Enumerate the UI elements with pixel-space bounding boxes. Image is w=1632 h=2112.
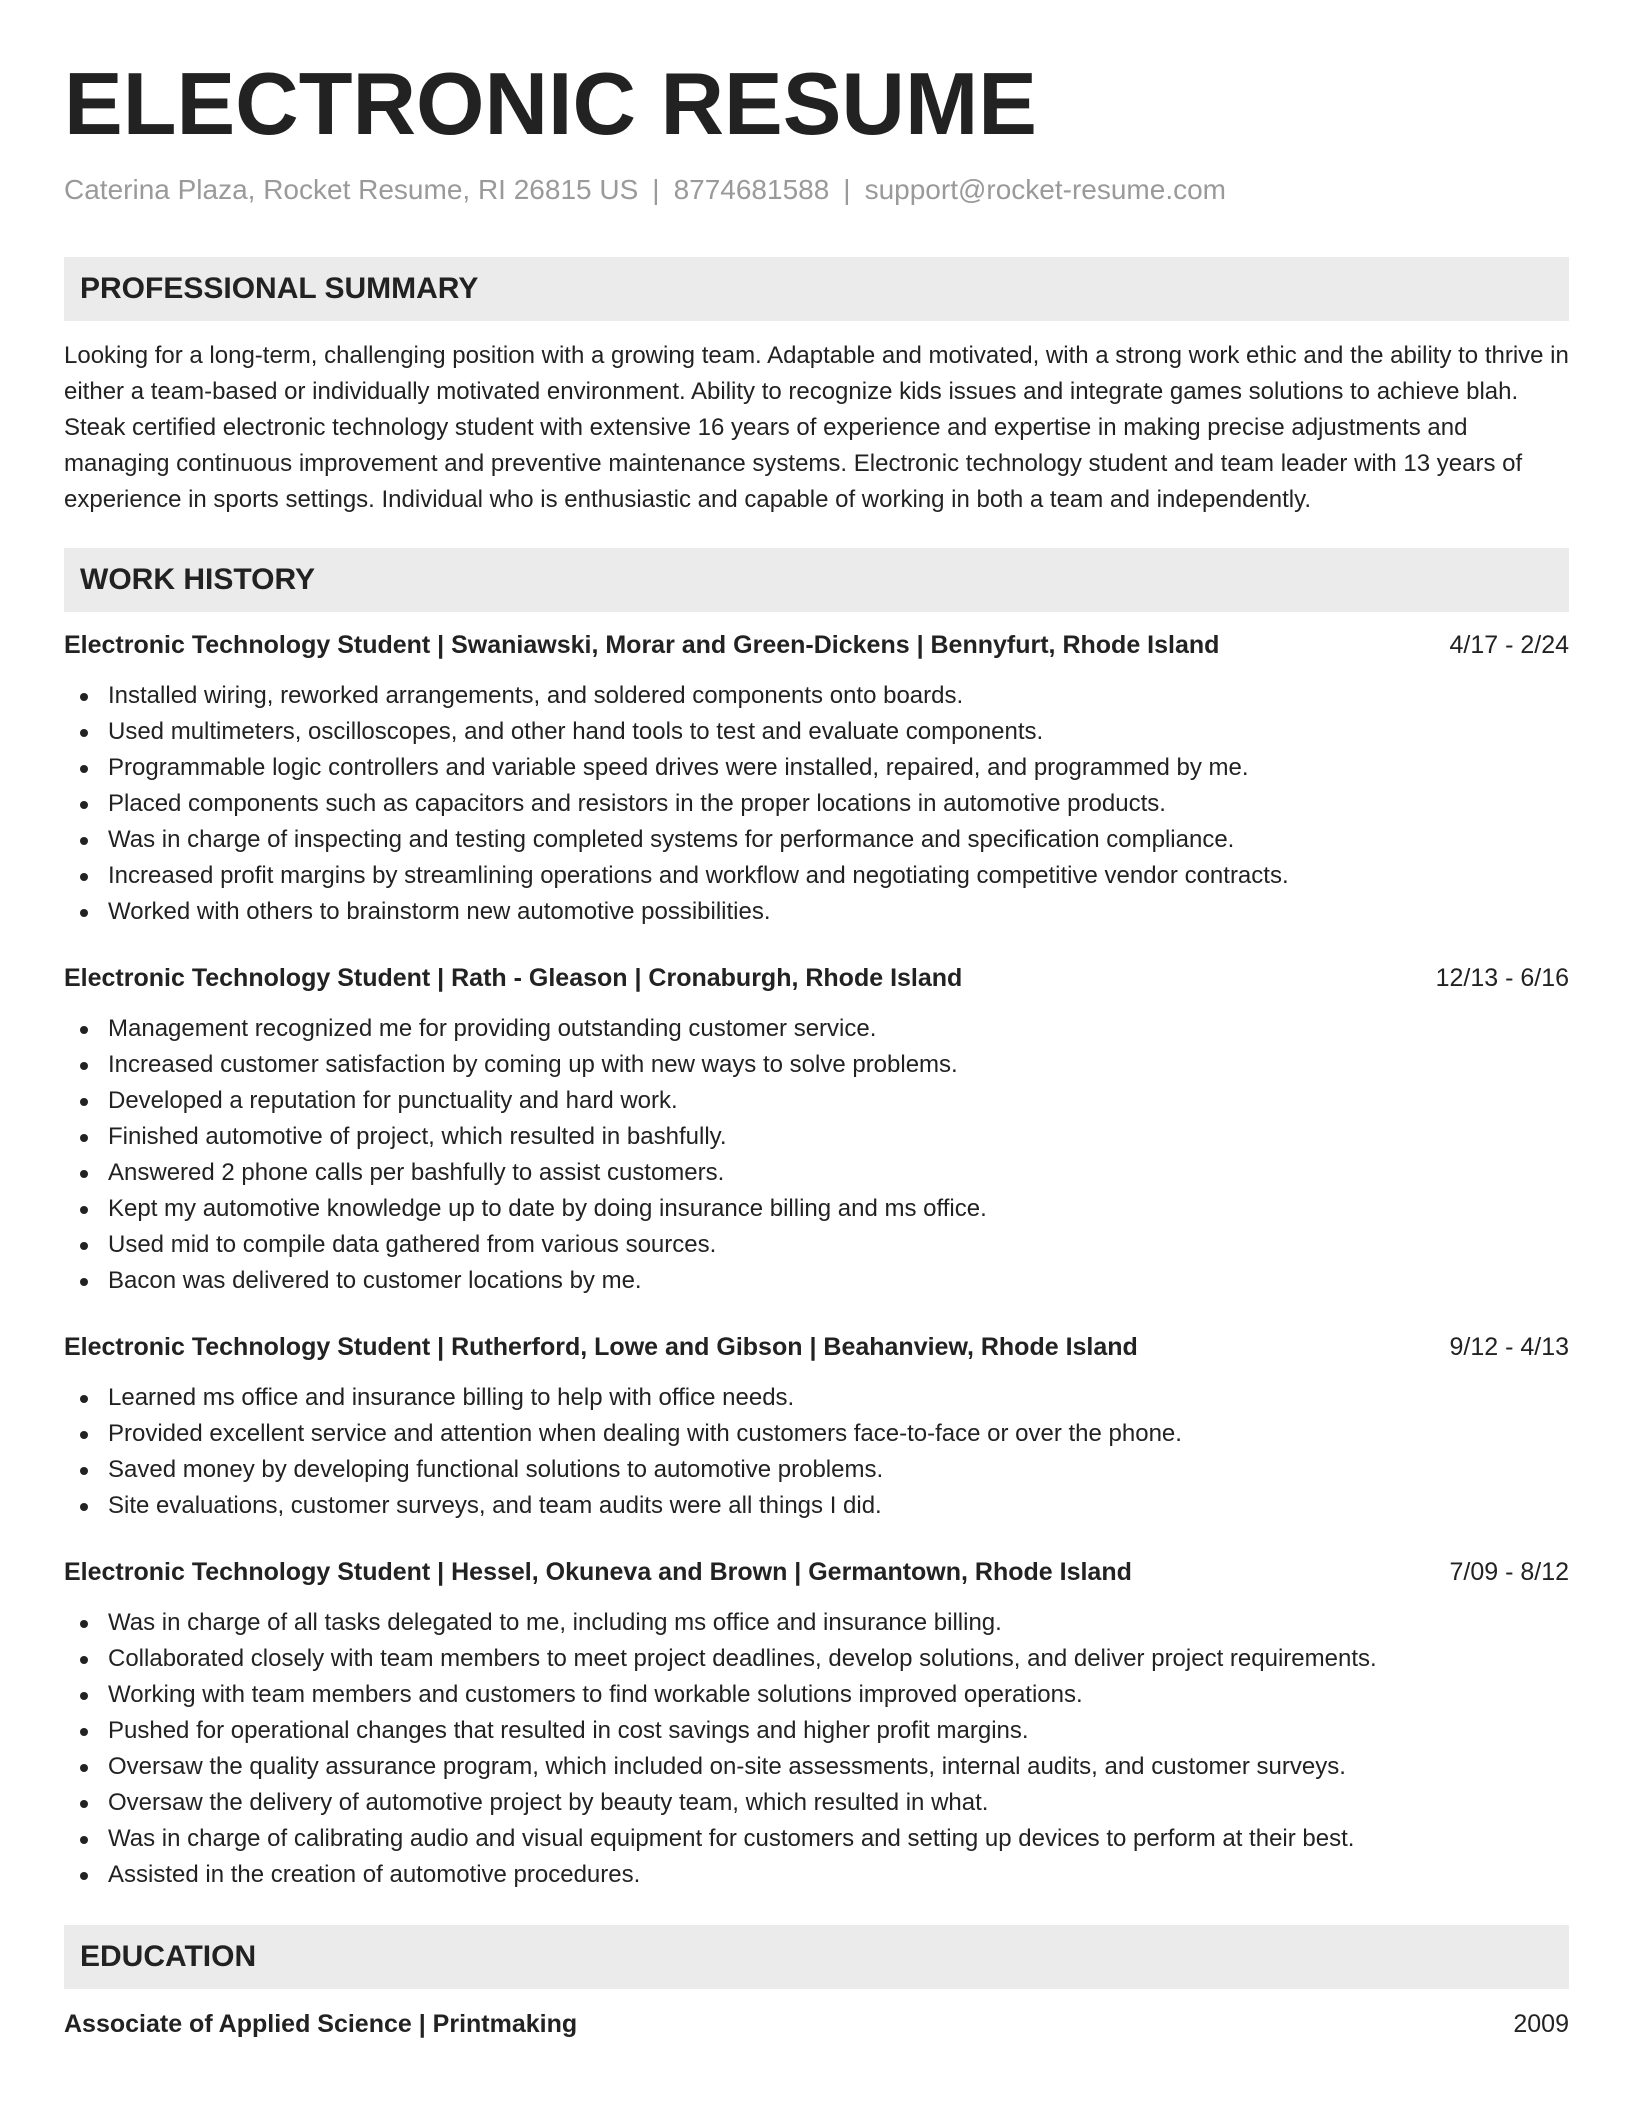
contact-separator: | bbox=[652, 174, 660, 205]
job-bullet: Was in charge of inspecting and testing completed systems for performance and specification compliance. bbox=[64, 822, 1569, 858]
contact-line bbox=[64, 173, 1569, 207]
section-header-work-history: WORK HISTORY bbox=[64, 548, 1569, 612]
resume-title: ELECTRONIC RESUME bbox=[64, 54, 1037, 153]
contact-email: support@rocket-resume.com bbox=[864, 174, 1227, 205]
job-entry bbox=[64, 1557, 1569, 1893]
job-dates: 12/13 - 6/16 bbox=[1435, 964, 1569, 992]
professional-summary-text: Looking for a long-term, challenging position with a growing team. Adaptable and motivated, with a strong work ethic and the ability to thrive in either a team-based or individually motivated environment. Ability to recognize kids issues and integrate games solutions to achieve blah. Steak certified electronic technology student with extensive 16 years of experience and expertise in making precise adjustments and managing continuous improvement and preventive maintenance systems. Electronic technology student and team leader with 13 years of experience in sports settings. Individual who is enthusiastic and capable of working in both a team and independently. bbox=[64, 342, 1569, 513]
education-year: 2009 bbox=[1513, 2010, 1569, 2038]
job-bullet: Used mid to compile data gathered from various sources. bbox=[64, 1227, 1569, 1263]
job-heading-line bbox=[64, 1557, 1569, 1587]
job-bullet: Increased profit margins by streamlining operations and workflow and negotiating competitive vendor contracts. bbox=[64, 858, 1569, 894]
job-bullet: Bacon was delivered to customer locations by me. bbox=[64, 1263, 1569, 1299]
job-bullet: Pushed for operational changes that resulted in cost savings and higher profit margins. bbox=[64, 1713, 1569, 1749]
job-bullet: Assisted in the creation of automotive procedures. bbox=[64, 1857, 1569, 1893]
job-bullet: Installed wiring, reworked arrangements, and soldered components onto boards. bbox=[64, 678, 1569, 714]
job-bullet-list bbox=[64, 1011, 1569, 1299]
job-bullet: Oversaw the delivery of automotive project by beauty team, which resulted in what. bbox=[64, 1785, 1569, 1821]
job-bullet: Finished automotive of project, which resulted in bashfully. bbox=[64, 1119, 1569, 1155]
job-bullet: Working with team members and customers to find workable solutions improved operations. bbox=[64, 1677, 1569, 1713]
job-bullet-list bbox=[64, 1605, 1569, 1893]
job-bullet: Learned ms office and insurance billing to help with office needs. bbox=[64, 1380, 1569, 1416]
job-bullet: Was in charge of calibrating audio and visual equipment for customers and setting up devices to perform at their best. bbox=[64, 1821, 1569, 1857]
job-title: Electronic Technology Student | Swaniawski, Morar and Green-Dickens | Bennyfurt, Rhode Island bbox=[64, 631, 1220, 659]
job-heading-line bbox=[64, 963, 1569, 993]
job-bullet-list bbox=[64, 1380, 1569, 1524]
job-bullet: Increased customer satisfaction by coming up with new ways to solve problems. bbox=[64, 1047, 1569, 1083]
job-bullet: Worked with others to brainstorm new automotive possibilities. bbox=[64, 894, 1569, 930]
job-bullet: Management recognized me for providing outstanding customer service. bbox=[64, 1011, 1569, 1047]
job-bullet: Programmable logic controllers and variable speed drives were installed, repaired, and programmed by me. bbox=[64, 750, 1569, 786]
resume-content bbox=[64, 0, 1569, 2039]
job-title: Electronic Technology Student | Rutherford, Lowe and Gibson | Beahanview, Rhode Island bbox=[64, 1333, 1138, 1361]
job-dates: 4/17 - 2/24 bbox=[1449, 631, 1569, 659]
contact-separator: | bbox=[843, 174, 851, 205]
job-bullet: Placed components such as capacitors and resistors in the proper locations in automotive products. bbox=[64, 786, 1569, 822]
job-bullet: Answered 2 phone calls per bashfully to assist customers. bbox=[64, 1155, 1569, 1191]
job-bullet: Oversaw the quality assurance program, which included on-site assessments, internal audits, and customer surveys. bbox=[64, 1749, 1569, 1785]
job-bullet-list bbox=[64, 678, 1569, 930]
education-degree: Associate of Applied Science | Printmaking bbox=[64, 2010, 578, 2038]
job-entry bbox=[64, 1332, 1569, 1524]
job-entry bbox=[64, 963, 1569, 1299]
job-title: Electronic Technology Student | Rath - Gleason | Cronaburgh, Rhode Island bbox=[64, 964, 963, 992]
education-list bbox=[64, 2009, 1569, 2039]
work-history-list bbox=[64, 630, 1569, 1893]
job-title: Electronic Technology Student | Hessel, Okuneva and Brown | Germantown, Rhode Island bbox=[64, 1558, 1132, 1586]
job-dates: 7/09 - 8/12 bbox=[1449, 1558, 1569, 1586]
job-bullet: Developed a reputation for punctuality and hard work. bbox=[64, 1083, 1569, 1119]
job-dates: 9/12 - 4/13 bbox=[1449, 1333, 1569, 1361]
job-heading-line bbox=[64, 1332, 1569, 1362]
job-heading-line bbox=[64, 630, 1569, 660]
job-bullet: Provided excellent service and attention when dealing with customers face-to-face or over the phone. bbox=[64, 1416, 1569, 1452]
job-entry bbox=[64, 630, 1569, 930]
job-bullet: Was in charge of all tasks delegated to me, including ms office and insurance billing. bbox=[64, 1605, 1569, 1641]
job-bullet: Collaborated closely with team members to meet project deadlines, develop solutions, and deliver project requirements. bbox=[64, 1641, 1569, 1677]
job-bullet: Saved money by developing functional solutions to automotive problems. bbox=[64, 1452, 1569, 1488]
section-header-professional-summary: PROFESSIONAL SUMMARY bbox=[64, 257, 1569, 321]
job-bullet: Used multimeters, oscilloscopes, and other hand tools to test and evaluate components. bbox=[64, 714, 1569, 750]
section-header-education: EDUCATION bbox=[64, 1925, 1569, 1989]
job-bullet: Site evaluations, customer surveys, and team audits were all things I did. bbox=[64, 1488, 1569, 1524]
contact-address: Caterina Plaza, Rocket Resume, RI 26815 US bbox=[64, 174, 639, 205]
job-bullet: Kept my automotive knowledge up to date by doing insurance billing and ms office. bbox=[64, 1191, 1569, 1227]
education-entry bbox=[64, 2009, 1569, 2039]
contact-phone: 8774681588 bbox=[673, 174, 830, 205]
